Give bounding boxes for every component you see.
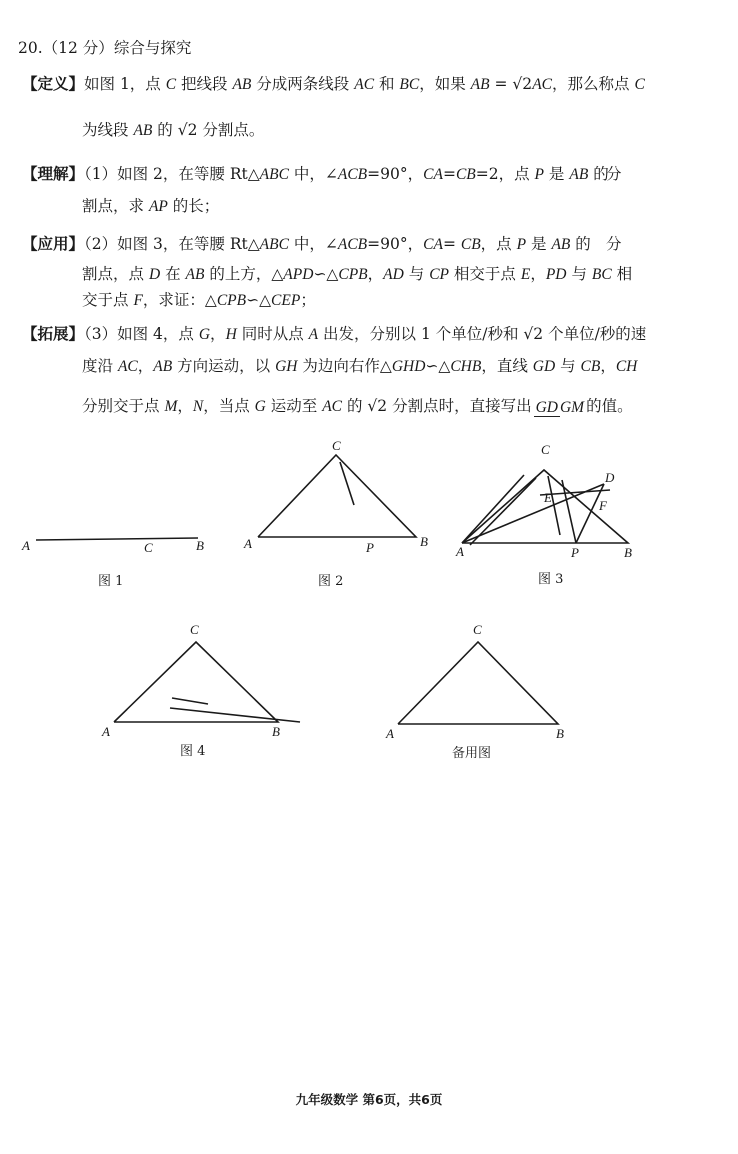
var: CPB [216,292,247,309]
text: ， [210,325,226,343]
var: AC [354,76,375,93]
text: 方向运动，以 [172,357,276,375]
text: ∽△ [425,357,451,375]
fig3-stroke [462,475,524,543]
text: 的上方，△ [204,265,284,283]
var: ABC [259,236,289,253]
var: GD [532,358,556,375]
text: 分成两条线段 [251,75,355,93]
sqrt: √2 [177,121,198,139]
text: = [442,165,456,183]
text: 的值。 [586,397,633,415]
text: 中，∠ [288,235,338,253]
text: ， [367,265,384,283]
var: P [534,166,544,183]
problem-number: 20. [18,39,43,57]
text: 与 [566,265,592,283]
var: C [165,76,177,93]
var: CPB [338,266,368,283]
var: G [198,326,211,343]
text: 相交于点 [449,265,521,283]
text: 的长； [167,197,220,215]
var: CB [455,166,476,183]
text: 同时从点 [236,325,309,343]
var: ABC [259,166,289,183]
fig3-label-c: C [541,442,550,457]
fig4-label-b: B [272,724,280,739]
text: （1）如图 2，在等腰 Rt△ [84,165,260,183]
text: 分割点。 [197,121,265,139]
var: G [254,398,266,415]
text: 割点，求 [82,197,149,215]
text: 的 [152,121,178,139]
text: 为边向右作△ [297,357,392,375]
var: A [308,326,319,343]
var: H [225,326,237,343]
var: D [148,266,161,283]
text: 出发，分别以 1 个单位/秒和 [318,325,524,343]
definition-tag: 【定义】 [22,74,85,93]
var: AB [569,166,589,183]
text: 把线段 [176,75,233,93]
fig1-segment-ab [36,538,198,540]
sqrt: √2 [523,325,544,343]
text: ，那么称点 [552,75,635,93]
var: GH [275,358,298,375]
fig2-label-p: P [366,540,374,555]
var: AB [185,266,205,283]
var: ACB [337,236,368,253]
text: ，点 [480,235,517,253]
var: BC [399,76,420,93]
var: M [164,398,178,415]
text: （2）如图 3，在等腰 Rt△ [84,235,260,253]
text: 中，∠ [288,165,338,183]
fig3-label-a: A [456,544,464,559]
var: ACB [337,166,368,183]
fig4-caption: 图 4 [180,744,206,759]
fig1-label-a: A [22,538,30,553]
text: ∽△ [246,291,272,309]
var: CA [423,166,443,183]
text: =90°， [367,235,424,253]
text: 度沿 [82,357,118,375]
var: AC [532,76,552,93]
text: =90°， [367,165,424,183]
fig3-label-b: B [624,545,632,560]
fig3-label-e: E [544,490,552,505]
var: PD [545,266,567,283]
fig5-caption: 备用图 [452,746,492,761]
var: BC [591,266,612,283]
fig5-label-b: B [556,726,564,741]
var: AC [117,358,138,375]
var: CH [615,358,638,375]
problem-heading: 综合与探究 [113,39,192,57]
text: ，如果 [419,75,471,93]
fig2-mark [340,462,354,505]
text: 分 [606,235,622,253]
text: 割点，点 [82,265,149,283]
fig3-line-ad [462,484,604,543]
fig5-label-a: A [386,726,394,741]
text: 在 [160,265,186,283]
fig3-caption: 图 3 [538,572,564,587]
text: 是 [526,235,552,253]
page-footer: 九年级数学 第6页，共6页 [295,1092,443,1107]
var: CEP [271,292,301,309]
text: ，当点 [203,397,255,415]
text: 与 [555,357,581,375]
understand-tag: 【理解】 [22,164,85,183]
text: ， [177,397,193,415]
fig1-caption: 图 1 [98,574,124,589]
text: ，直线 [481,357,533,375]
fig2-caption: 图 2 [318,574,344,589]
sqrt: √2 [367,397,388,415]
var: CA [423,236,443,253]
text: ， [530,265,546,283]
fig2-label-a: A [244,536,252,551]
text: =2，点 [475,165,535,183]
text: 的 [342,397,368,415]
fig1-label-b: B [196,538,204,553]
fig4-stroke [172,698,208,704]
var: P [516,236,527,253]
fig4-label-a: A [102,724,110,739]
text: 运动至 [265,397,323,415]
frac-denominator: GM [559,398,585,416]
var: AP [148,198,168,215]
text: 交于点 [82,291,134,309]
problem-score: （12 分） [42,39,114,57]
text: = [442,235,461,253]
var: AC [322,398,343,415]
fig2-label-b: B [420,534,428,549]
text: 分 [606,165,622,183]
var: N [192,398,204,415]
fig4-label-c: C [190,622,199,637]
var: E [520,266,531,283]
fig3-label-p: P [571,545,579,560]
var: AB [153,358,173,375]
text: 个单位/秒的速 [543,325,647,343]
var: AB [470,76,490,93]
text: 是 [544,165,570,183]
var: AB [551,236,571,253]
text: 的 [570,235,591,253]
text: ，求证：△ [142,291,217,309]
extend-tag: 【拓展】 [22,324,85,343]
text: 分别交于点 [82,397,165,415]
text: ， [137,357,154,375]
var: C [634,76,645,93]
text: 和 [374,75,400,93]
var: AB [232,76,252,93]
apply-tag: 【应用】 [22,234,85,253]
fig2-label-c: C [332,438,341,453]
text: ； [300,291,316,309]
fig3-label-d: D [605,470,615,485]
text: ∽△ [313,265,339,283]
fig4-line [170,708,300,722]
fig5-label-c: C [473,622,482,637]
text: （3）如图 4，点 [84,325,199,343]
text: 为线段 [82,121,134,139]
text: 相 [611,265,633,283]
frac-numerator: GD [535,398,558,416]
var: AB [133,122,153,139]
var: AD [383,266,404,283]
var: GHD [391,358,426,375]
text: 与 [403,265,430,283]
fig3-stroke-2 [470,478,536,545]
text: = √2 [489,75,533,93]
var: CP [429,266,449,283]
var: CHB [450,358,482,375]
fig3-label-f: F [599,498,607,513]
var: F [133,292,143,309]
var: CB [460,236,481,253]
fig3-line-cp [562,480,576,543]
fig1-label-c: C [144,540,153,555]
fig2-triangle [258,455,416,537]
text: ， [600,357,616,375]
text: 如图 1，点 [84,75,166,93]
var: CB [580,358,601,375]
fig5-triangle [398,642,558,724]
text: 分割点时，直接写出 [387,397,532,415]
var: APD [283,266,314,283]
text: 的 [588,165,609,183]
